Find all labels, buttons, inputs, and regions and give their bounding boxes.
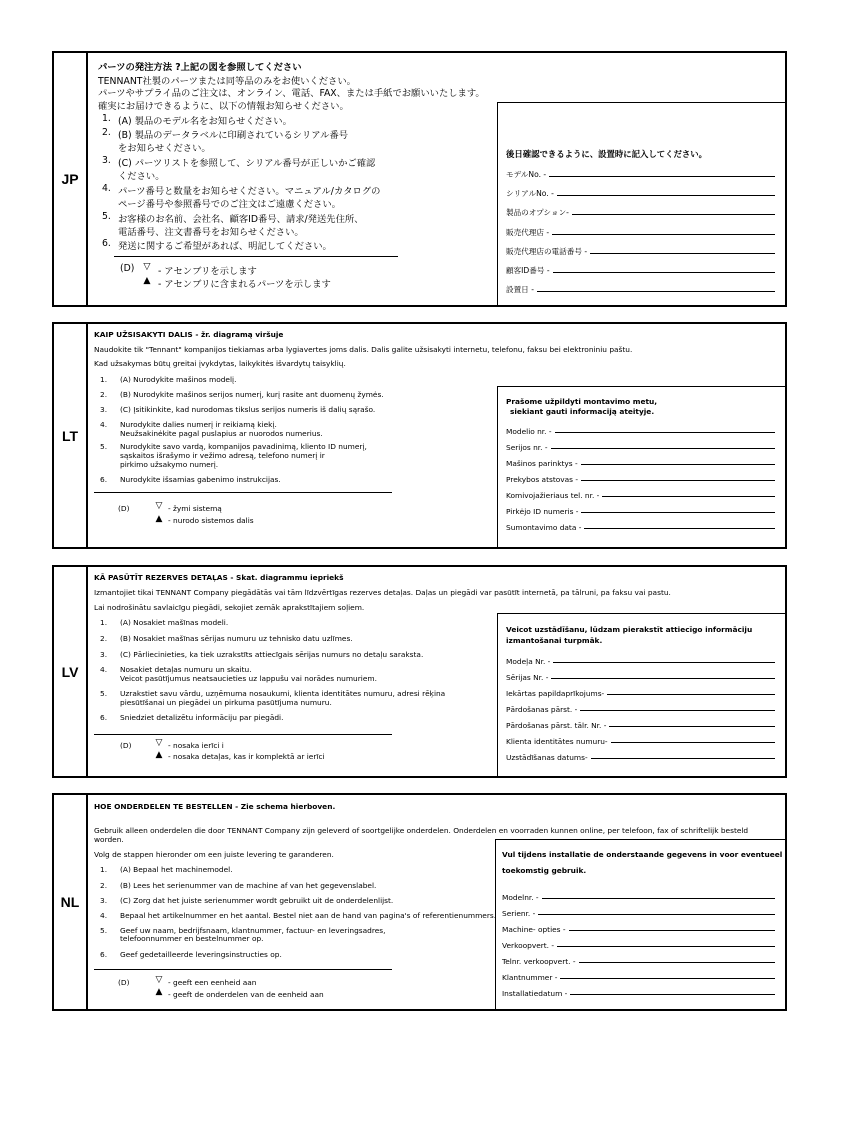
step-text: (A) 製品のモデル名をお知らせください。 <box>118 116 292 127</box>
step-text: (B) Lees het serienummer van de machine af van het gegevenslabel. <box>120 881 377 890</box>
step-text: sąskaitos išrašymo ir vežimo adresą, telefono numerį ir <box>120 451 325 460</box>
form-field[interactable]: Modeļa Nr. - <box>506 657 775 666</box>
legend-divider <box>94 734 392 735</box>
paragraph: TENNANT社製のパーツまたは同等品のみをお使いください。 <box>98 76 356 87</box>
paragraph: パーツやサプライ品のご注文は、オンライン、電話、FAX、または手紙でお願いいたします。 <box>98 88 485 99</box>
step-number: 4. <box>100 911 108 920</box>
form-field[interactable]: 顧客ID番号 - <box>506 265 775 276</box>
legend-text: - geeft een eenheid aan <box>168 978 257 987</box>
nl-panel <box>52 793 787 1011</box>
step-number: 2. <box>100 390 108 399</box>
step-text: (C) Pārliecinieties, ka tiek uzrakstīts attiecīgais sērijas numurs no detaļu saraksta. <box>120 650 424 659</box>
step-number: 4. <box>100 665 108 674</box>
step-number: 4. <box>102 183 111 194</box>
form-title: 後日確認できるように、設置時に記入してください。 <box>506 149 707 159</box>
assembly-symbol-icon: ▽ <box>155 738 163 748</box>
form-field[interactable]: Verkoopvert. - <box>502 941 775 950</box>
form-title: siekiant gauti informaciją ateityje. <box>510 407 655 416</box>
step-text: 発送に関するご希望があれば、明記してください。 <box>118 241 332 252</box>
legend-divider <box>114 256 398 257</box>
legend-text: - žymi sistemą <box>168 504 222 513</box>
language-code: NL <box>54 795 88 1009</box>
legend-text: - geeft de onderdelen van de eenheid aan <box>168 990 324 999</box>
form-field[interactable]: Pārdošanas pārst. tālr. Nr. - <box>506 721 775 730</box>
jp-panel <box>52 51 787 307</box>
step-number: 3. <box>100 896 108 905</box>
step-text: Geef uw naam, bedrijfsnaam, klantnummer, factuur- en leveringsadres, <box>120 926 386 935</box>
step-text: (A) Bepaal het machinemodel. <box>120 865 233 874</box>
step-text: (C) Įsitikinkite, kad nurodomas tikslus serijos numeris iš dalių sąrašo. <box>120 405 376 414</box>
form-field[interactable]: シリアルNo. - <box>506 188 775 199</box>
step-text: (B) 製品のデータラベルに印刷されているシリアル番号 <box>118 130 349 141</box>
form-title: Prašome užpildyti montavimo metu, <box>506 397 658 406</box>
form-field[interactable]: Sumontavimo data - <box>506 523 775 532</box>
step-number: 5. <box>102 211 111 222</box>
step-text: ください。 <box>118 171 165 182</box>
step-number: 2. <box>102 127 111 138</box>
step-number: 6. <box>102 238 111 249</box>
form-field[interactable]: Modelnr. - <box>502 893 775 902</box>
paragraph: Volg de stappen hieronder om een juiste levering te garanderen. <box>94 850 334 859</box>
lv-panel <box>52 565 787 778</box>
form-title: Vul tijdens installatie de onderstaande gegevens in voor eventueel <box>502 850 783 859</box>
assembly-symbol-icon: ▽ <box>155 975 163 985</box>
step-text: Neužsakinėkite pagal puslapius ar nuorodos numerius. <box>120 429 323 438</box>
step-text: ページ番号や参照番号でのご注文はご遠慮ください。 <box>118 199 341 210</box>
form-field[interactable]: Telnr. verkoopvert. - <box>502 957 775 966</box>
step-number: 3. <box>100 405 108 414</box>
step-number: 2. <box>100 881 108 890</box>
paragraph: 確実にお届けできるように、以下の情報お知らせください。 <box>98 101 349 112</box>
step-text: (A) Nurodykite mašinos modelį. <box>120 375 237 384</box>
step-number: 5. <box>100 442 108 451</box>
step-number: 4. <box>100 420 108 429</box>
step-text: Uzrakstiet savu vārdu, uzņēmuma nosaukumi, klienta identitātes numuru, adresi rēķina <box>120 689 446 698</box>
step-text: pirkimo užsakymo numerį. <box>120 460 219 469</box>
form-title: Veicot uzstādīšanu, lūdzam pierakstīt attiecīgo informāciju <box>506 625 753 634</box>
step-text: 電話番号、注文書番号をお知らせください。 <box>118 227 304 238</box>
paragraph: worden. <box>94 835 124 844</box>
step-number: 6. <box>100 475 108 484</box>
step-number: 1. <box>100 375 108 384</box>
assembly-symbol-icon: ▽ <box>143 261 151 272</box>
step-text: piesūtīšanai un piegādei un pirkuma pasūtījuma numuru. <box>120 698 332 707</box>
legend-text: - nosaka ierīci i <box>168 741 224 750</box>
language-code: LT <box>54 324 88 547</box>
section-title: KAIP UŽSISAKYTI DALIS - žr. diagramą viršuje <box>94 330 284 339</box>
step-text: パーツ番号と数量をお知らせください。マニュアル/カタログの <box>118 186 381 197</box>
paragraph: Izmantojiet tikai TENNANT Company piegādātās vai tām līdzvērtīgas rezerves detaļas. Daļas un piegādi var pasūtīt internetā, pa tālruni, pa faksu vai pastu. <box>94 588 671 597</box>
legend-text: - nurodo sistemos dalis <box>168 516 254 525</box>
step-text: Nurodykite išsamias gabenimo instrukcijas. <box>120 475 281 484</box>
step-text: (B) Nosakiet mašīnas sērijas numuru uz tehnisko datu uzlīmes. <box>120 634 353 643</box>
step-text: Nosakiet detaļas numuru un skaitu. <box>120 665 252 674</box>
part-symbol-icon: ▲ <box>155 750 163 760</box>
form-field[interactable]: Sērijas Nr. - <box>506 673 775 682</box>
form-field[interactable]: Pirkėjo ID numeris - <box>506 507 775 516</box>
step-number: 1. <box>102 113 111 124</box>
installation-form <box>497 386 785 547</box>
form-field[interactable]: Iekārtas papildaprīkojums- <box>506 689 775 698</box>
step-number: 3. <box>100 650 108 659</box>
lt-panel <box>52 322 787 549</box>
step-text: Veicot pasūtījumus neatsaucieties uz lappušu vai norādes numuriem. <box>120 674 377 683</box>
form-field[interactable]: Mašinos parinktys - <box>506 459 775 468</box>
installation-form <box>497 102 785 305</box>
section-title: HOE ONDERDELEN TE BESTELLEN - Zie schema hierboven. <box>94 802 336 811</box>
language-code: JP <box>54 53 88 305</box>
legend-text: - nosaka detaļas, kas ir komplektā ar ierīci <box>168 752 325 761</box>
form-field[interactable]: モデルNo. - <box>506 169 775 180</box>
assembly-symbol-icon: ▽ <box>155 501 163 511</box>
step-text: Nurodykite savo vardą, kompanijos pavadinimą, kliento ID numerį, <box>120 442 367 451</box>
paragraph: Kad užsakymas būtų greitai įvykdytas, laikykitės išvardytų taisyklių. <box>94 359 346 368</box>
step-text: をお知らせください。 <box>118 143 211 154</box>
legend-divider <box>94 969 392 970</box>
form-title: izmantošanai turpmāk. <box>506 636 603 645</box>
step-text: Geef gedetailleerde leveringsinstructies op. <box>120 950 282 959</box>
form-title: toekomstig gebruik. <box>502 866 587 875</box>
form-field[interactable]: Installatiedatum - <box>502 989 775 998</box>
part-symbol-icon: ▲ <box>155 987 163 997</box>
paragraph: Gebruik alleen onderdelen die door TENNANT Company zijn geleverd of soortgelijke onderdelen. Onderdelen en voorraden kunnen online, per telefoon, fax of schriftelijk besteld <box>94 826 749 835</box>
paragraph: Naudokite tik "Tennant" kompanijos tiekiamas arba lygiavertes joms dalis. Dalis galite užsisakyti internetu, telefonu, faksu bei elektroniniu paštu. <box>94 345 633 354</box>
step-text: お客様のお名前、会社名、顧客ID番号、請求/発送先住所、 <box>118 214 364 225</box>
legend-text: - アセンブリに含まれるパーツを示します <box>158 279 331 290</box>
step-text: (A) Nosakiet mašīnas modeli. <box>120 618 229 627</box>
step-text: Sniedziet detalizētu informāciju par piegādi. <box>120 713 284 722</box>
section-title: パーツの発注方法 ?上記の図を参照してください <box>98 62 302 73</box>
step-number: 1. <box>100 865 108 874</box>
step-number: 6. <box>100 713 108 722</box>
form-field[interactable]: Machine- opties - <box>502 925 775 934</box>
step-number: 6. <box>100 950 108 959</box>
step-number: 2. <box>100 634 108 643</box>
legend-divider <box>94 492 392 493</box>
step-number: 1. <box>100 618 108 627</box>
installation-form <box>497 613 785 776</box>
step-text: (C) Zorg dat het juiste serienummer wordt gebruikt uit de onderdelenlijst. <box>120 896 394 905</box>
legend-key: (D) <box>120 263 135 274</box>
installation-form <box>495 839 785 1009</box>
step-number: 5. <box>100 926 108 935</box>
form-field[interactable]: Serijos nr. - <box>506 443 775 452</box>
legend-key: (D) <box>118 504 130 513</box>
form-field[interactable]: Komivojažieriaus tel. nr. - <box>506 491 775 500</box>
legend-key: (D) <box>120 741 132 750</box>
legend-text: - アセンブリを示します <box>158 266 257 277</box>
step-text: Bepaal het artikelnummer en het aantal. Bestel niet aan de hand van pagina's of referentienummers. <box>120 911 497 920</box>
form-field[interactable]: Klantnummer - <box>502 973 775 982</box>
form-field[interactable]: Uzstādīšanas datums- <box>506 753 775 762</box>
language-code: LV <box>54 567 88 776</box>
form-field[interactable]: 設置日 - <box>506 284 775 295</box>
part-symbol-icon: ▲ <box>155 514 163 524</box>
form-field[interactable]: 製品のオプション- <box>506 207 775 218</box>
paragraph: Lai nodrošinātu savlaicīgu piegādi, sekojiet zemāk aprakstītajiem soļiem. <box>94 603 365 612</box>
step-text: (C) パーツリストを参照して、シリアル番号が正しいかご確認 <box>118 158 376 169</box>
legend-key: (D) <box>118 978 130 987</box>
form-field[interactable]: Serienr. - <box>502 909 775 918</box>
form-field[interactable]: 販売代理店の電話番号 - <box>506 246 775 257</box>
step-number: 5. <box>100 689 108 698</box>
step-text: telefoonnummer en bestelnummer op. <box>120 934 264 943</box>
form-field[interactable]: Klienta identitātes numuru- <box>506 737 775 746</box>
section-title: KĀ PASŪTĪT REZERVES DETAĻAS - Skat. diagrammu iepriekš <box>94 573 344 582</box>
form-field[interactable]: Prekybos atstovas - <box>506 475 775 484</box>
step-text: (B) Nurodykite mašinos serijos numerį, kurį rasite ant duomenų žymės. <box>120 390 384 399</box>
step-number: 3. <box>102 155 111 166</box>
form-field[interactable]: 販売代理店 - <box>506 227 775 238</box>
form-field[interactable]: Modelio nr. - <box>506 427 775 436</box>
step-text: Nurodykite dalies numerį ir reikiamą kiekį. <box>120 420 277 429</box>
form-field[interactable]: Pārdošanas pārst. - <box>506 705 775 714</box>
part-symbol-icon: ▲ <box>143 275 151 286</box>
